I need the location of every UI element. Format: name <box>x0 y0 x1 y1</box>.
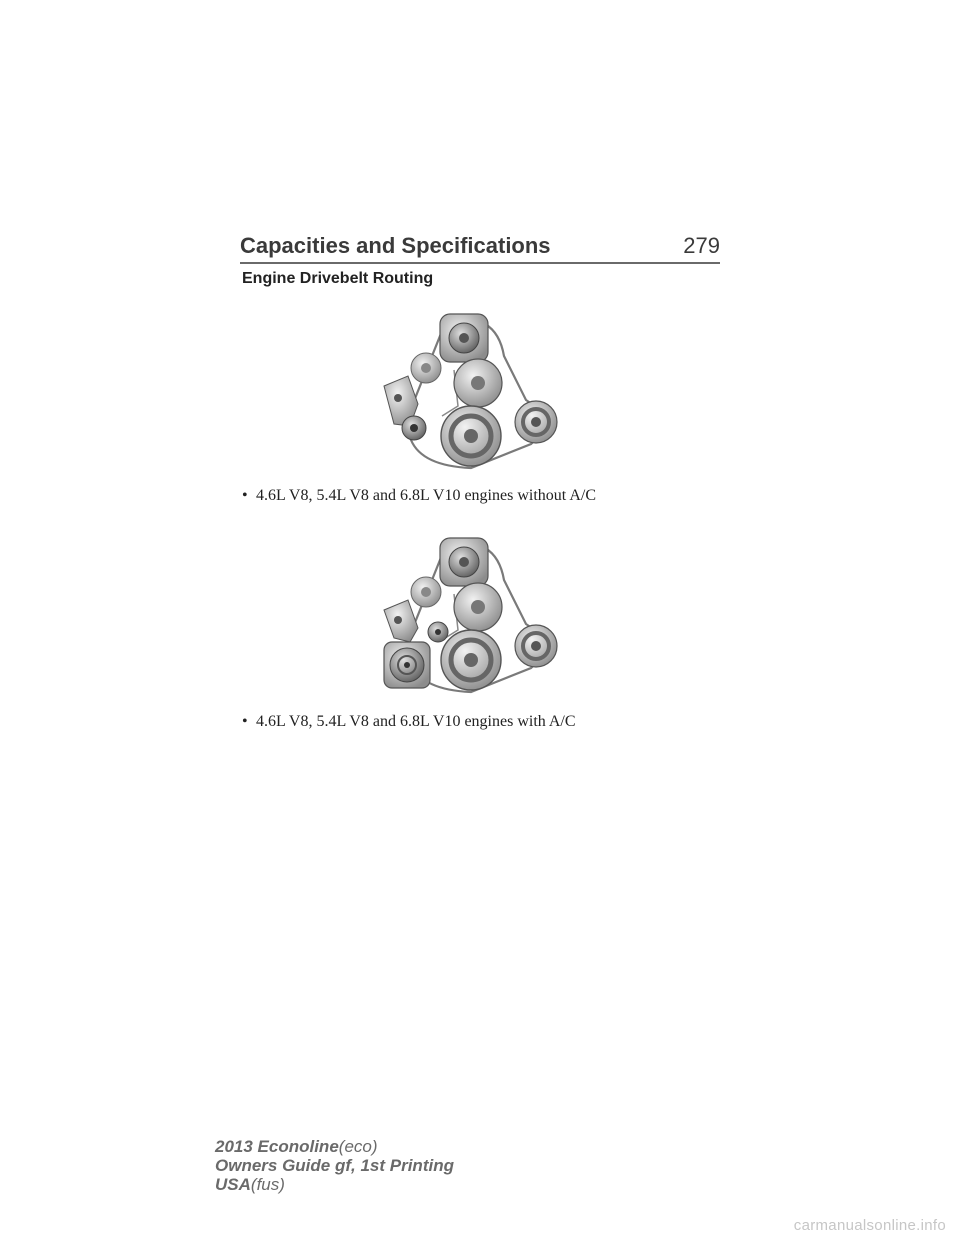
caption-text: 4.6L V8, 5.4L V8 and 6.8L V10 engines with A/C <box>256 713 576 730</box>
caption-text: 4.6L V8, 5.4L V8 and 6.8L V10 engines without A/C <box>256 487 596 504</box>
drivebelt-diagram-with-ac <box>376 532 566 694</box>
figure-caption-without-ac <box>242 487 596 505</box>
footer-line-3 <box>215 1175 454 1194</box>
bullet-marker: • <box>242 713 248 730</box>
footer-market: USA <box>215 1175 251 1194</box>
footer-model-code: (eco) <box>338 1137 378 1156</box>
section-heading: Engine Drivebelt Routing <box>242 270 434 287</box>
page-number: 279 <box>683 233 720 258</box>
chapter-title: Capacities and Specifications <box>240 233 551 258</box>
footer-model: 2013 Econoline <box>215 1137 339 1156</box>
watermark: carmanualsonline.info <box>793 1217 946 1234</box>
footer-market-code: (fus) <box>250 1175 285 1194</box>
footer-line-1 <box>215 1137 454 1156</box>
bullet-marker: • <box>242 487 248 504</box>
document-footer <box>215 1137 454 1194</box>
footer-guide: Owners Guide gf, 1st Printing <box>215 1156 454 1175</box>
figure-caption-with-ac <box>242 713 576 731</box>
page-header <box>240 228 720 264</box>
drivebelt-diagram-without-ac <box>376 308 566 470</box>
footer-line-2 <box>215 1156 454 1175</box>
